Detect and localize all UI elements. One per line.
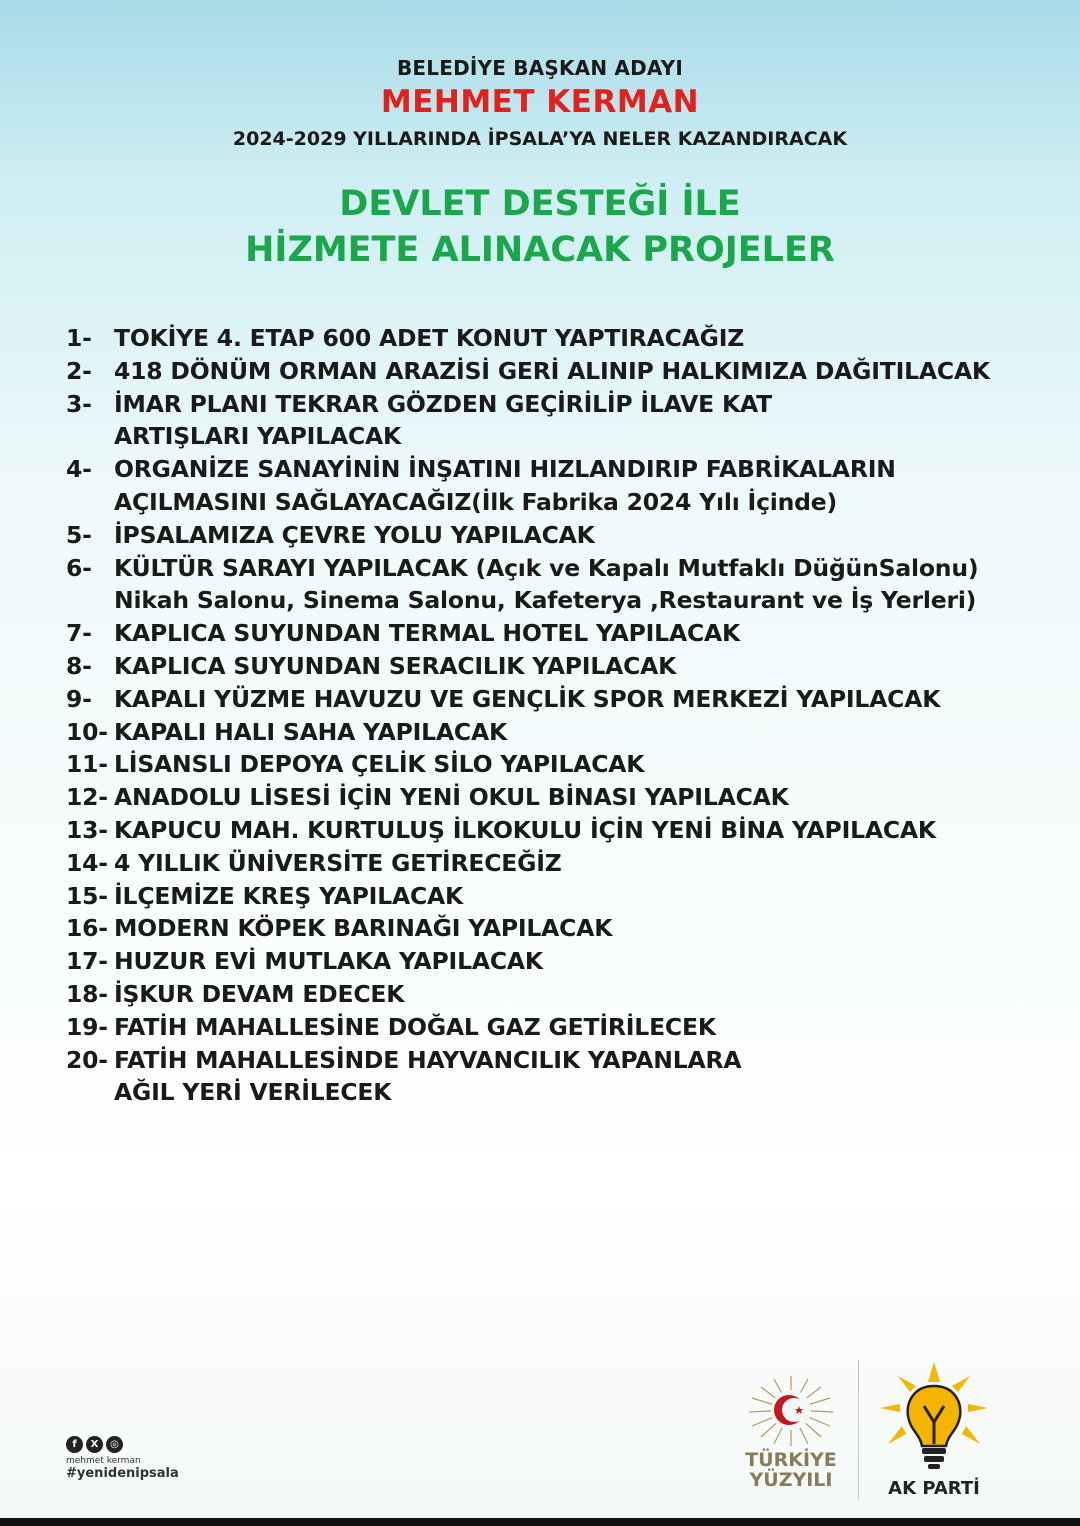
logo1-line1: TÜRKİYE xyxy=(745,1449,837,1471)
instagram-icon[interactable]: ◎ xyxy=(106,1436,123,1453)
item-text: İMAR PLANI TEKRAR GÖZDEN GEÇİRİLİP İLAVE KAT ARTIŞLARI YAPILACAK xyxy=(114,389,772,451)
item-number: 5- xyxy=(66,520,92,549)
list-item xyxy=(66,683,1056,716)
title-line1: DEVLET DESTEĞİ İLE xyxy=(339,184,741,224)
item-number: 14- xyxy=(66,848,108,877)
item-number: 12- xyxy=(66,783,108,812)
list-item xyxy=(66,355,1056,388)
item-number: 3- xyxy=(66,389,92,418)
list-item xyxy=(66,716,1056,749)
list-item xyxy=(66,814,1056,847)
item-number: 15- xyxy=(66,881,108,910)
list-item xyxy=(66,1011,1056,1044)
item-number: 8- xyxy=(66,651,92,680)
item-text: KAPLICA SUYUNDAN TERMAL HOTEL YAPILACAK xyxy=(114,619,740,648)
social-handle: mehmet kerman xyxy=(66,1456,141,1466)
x-icon[interactable]: X xyxy=(86,1436,103,1453)
turkiye-yuzyili-text xyxy=(732,1450,850,1490)
item-text: LİSANSLI DEPOYA ÇELİK SİLO YAPILACAK xyxy=(114,750,645,779)
item-text: 4 YILLIK ÜNİVERSİTE GETİRECEĞİZ xyxy=(114,848,562,877)
item-text: KAPUCU MAH. KURTULUŞ İLKOKULU İÇİN YENİ BİNA YAPILACAK xyxy=(114,815,936,844)
candidate-name: MEHMET KERMAN xyxy=(380,84,700,120)
list-item xyxy=(66,945,1056,978)
social-icons xyxy=(66,1436,179,1453)
social-block xyxy=(66,1436,179,1481)
item-text: ANADOLU LİSESİ İÇİN YENİ OKUL BİNASI YAPILACAK xyxy=(114,783,789,812)
list-item xyxy=(66,650,1056,683)
item-number: 7- xyxy=(66,619,92,648)
ak-parti-text: AK PARTİ xyxy=(888,1478,980,1499)
list-item xyxy=(66,552,1056,618)
project-list xyxy=(66,322,1056,1109)
list-item xyxy=(66,388,1056,454)
list-item xyxy=(66,880,1056,913)
item-number: 1- xyxy=(66,324,92,352)
list-item xyxy=(66,781,1056,814)
logo1-line2: YÜZYILI xyxy=(749,1469,833,1491)
item-text: İPSALAMIZA ÇEVRE YOLU YAPILACAK xyxy=(114,520,595,549)
item-number: 2- xyxy=(66,356,92,385)
list-item xyxy=(66,519,1056,552)
item-text: KAPALI YÜZME HAVUZU VE GENÇLİK SPOR MERKEZİ YAPILACAK xyxy=(114,684,941,713)
item-text: KAPALI HALI SAHA YAPILACAK xyxy=(114,717,507,746)
item-number: 18- xyxy=(66,979,108,1008)
item-number: 9- xyxy=(66,684,92,713)
list-item xyxy=(66,322,1056,355)
header-line1: BELEDİYE BAŞKAN ADAYI xyxy=(396,56,684,80)
header-line3: 2024-2029 YILLARINDA İPSALA’YA NELER KAZANDIRACAK xyxy=(232,128,848,150)
item-text: MODERN KÖPEK BARINAĞI YAPILACAK xyxy=(114,914,613,943)
facebook-icon[interactable]: f xyxy=(66,1436,83,1453)
item-text: TOKİYE 4. ETAP 600 ADET KONUT YAPTIRACAĞIZ xyxy=(114,324,745,352)
item-number: 16- xyxy=(66,914,108,943)
list-item xyxy=(66,978,1056,1011)
item-text: İŞKUR DEVAM EDECEK xyxy=(114,979,405,1008)
item-text: KÜLTÜR SARAYI YAPILACAK (Açık ve Kapalı Mutfaklı DüğünSalonu) Nikah Salonu, Sinema Salonu, Kafeterya ,Restaurant ve İş Yerleri) xyxy=(114,553,979,615)
list-item xyxy=(66,453,1056,519)
title-line2: HİZMETE ALINACAK PROJELER xyxy=(245,230,835,270)
item-text: 418 DÖNÜM ORMAN ARAZİSİ GERİ ALINIP HALKIMIZA DAĞITILACAK xyxy=(114,356,990,385)
list-item xyxy=(66,617,1056,650)
item-text: İLÇEMİZE KREŞ YAPILACAK xyxy=(114,881,464,910)
item-text: FATİH MAHALLESİNDE HAYVANCILIK YAPANLARA AĞIL YERİ VERİLECEK xyxy=(114,1045,742,1107)
item-number: 17- xyxy=(66,947,108,976)
list-item xyxy=(66,912,1056,945)
item-number: 4- xyxy=(66,455,92,484)
item-number: 6- xyxy=(66,553,92,582)
item-text: FATİH MAHALLESİNE DOĞAL GAZ GETİRİLECEK xyxy=(114,1012,716,1041)
item-text: KAPLICA SUYUNDAN SERACILIK YAPILACAK xyxy=(114,651,677,680)
bottom-border xyxy=(0,1518,1080,1526)
logo-divider xyxy=(858,1360,859,1500)
item-number: 11- xyxy=(66,750,108,779)
list-item xyxy=(66,847,1056,880)
item-text: ORGANİZE SANAYİNİN İNŞATINI HIZLANDIRIP FABRİKALARIN AÇILMASINI SAĞLAYACAĞIZ(İlk Fabrika 2024 Yılı İçinde) xyxy=(114,455,896,516)
item-number: 13- xyxy=(66,815,108,844)
item-number: 10- xyxy=(66,717,108,746)
hashtag: #yenidenipsala xyxy=(66,1466,179,1481)
ak-parti-bulb-icon xyxy=(876,1360,992,1480)
item-number: 20- xyxy=(66,1045,108,1074)
item-number: 19- xyxy=(66,1012,108,1041)
item-text: HUZUR EVİ MUTLAKA YAPILACAK xyxy=(114,947,543,976)
list-item xyxy=(66,1044,1056,1110)
list-item xyxy=(66,748,1056,781)
